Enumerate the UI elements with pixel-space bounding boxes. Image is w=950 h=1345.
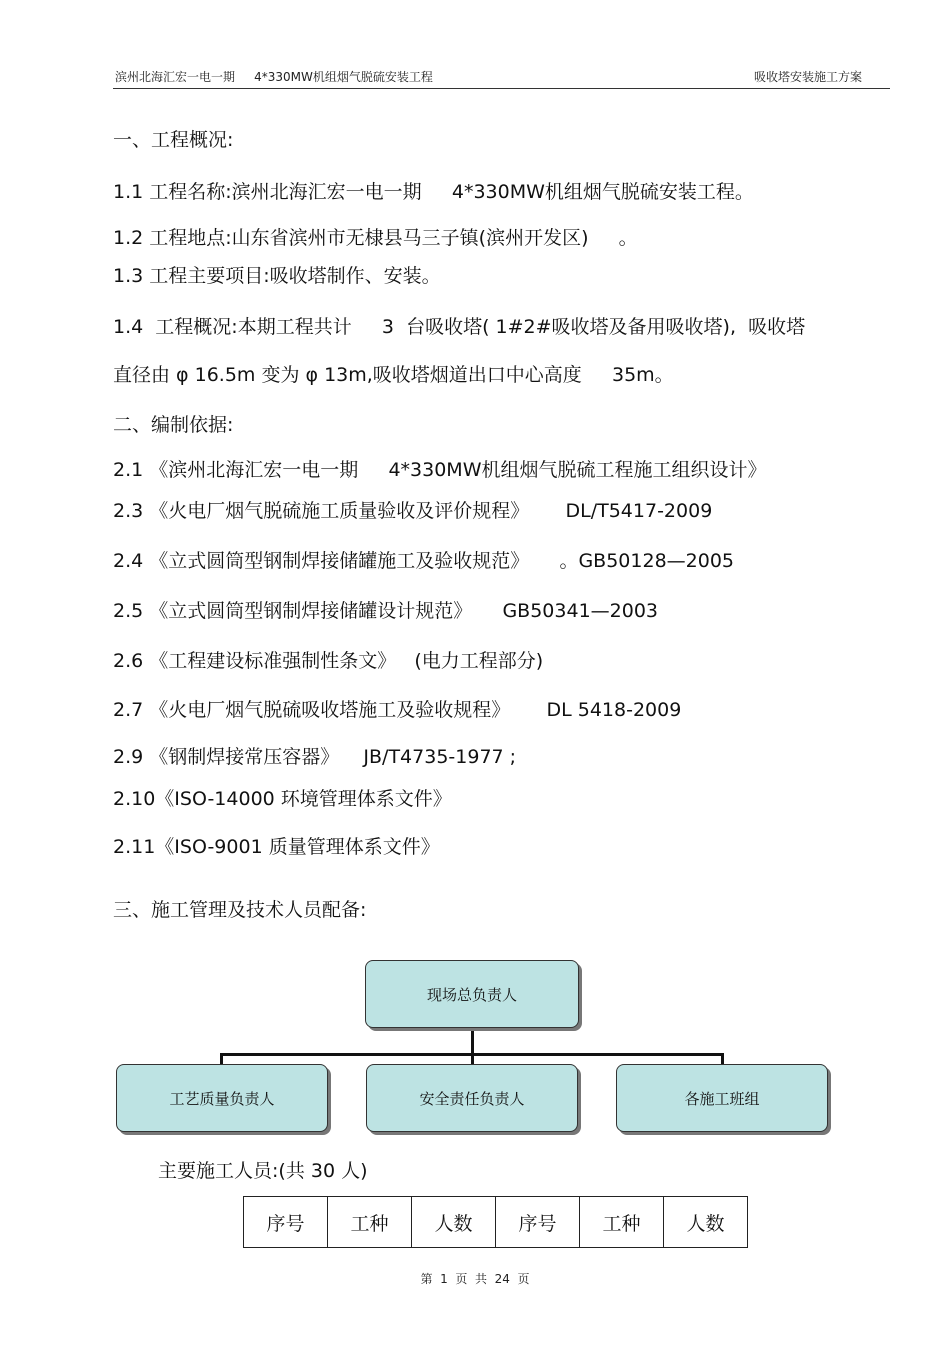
item-2-5: 2.5 《立式圆筒型钢制焊接储罐设计规范》 GB50341—2003 xyxy=(113,600,659,622)
item-2-1: 2.1 《滨州北海汇宏一电一期 4*330MW机组烟气脱硫工程施工组织设计》 xyxy=(113,459,767,481)
col-seq: 序号 xyxy=(244,1197,328,1248)
item-1-4: 1.4 工程概况:本期工程共计 3 台吸收塔( 1#2#吸收塔及备用吸收塔), 吸收塔 xyxy=(113,316,806,338)
item-2-9: 2.9 《钢制焊接常压容器》 JB/T4735-1977 ; xyxy=(113,746,517,768)
item-2-7: 2.7 《火电厂烟气脱硫吸收塔施工及验收规程》 DL 5418-2009 xyxy=(113,699,682,721)
item-2-6: 2.6 《工程建设标准强制性条文》 (电力工程部分) xyxy=(113,650,544,672)
item-1-1: 1.1 工程名称:滨州北海汇宏一电一期 4*330MW机组烟气脱硫安装工程。 xyxy=(113,181,754,203)
org-box-safety-lead: 安全责任负责人 xyxy=(366,1064,578,1132)
item-2-11: 2.11《ISO-9001 质量管理体系文件》 xyxy=(113,836,440,858)
col-count-2: 人数 xyxy=(664,1197,748,1248)
col-seq-2: 序号 xyxy=(496,1197,580,1248)
org-box-construction-teams: 各施工班组 xyxy=(616,1064,828,1132)
section-1-heading: 一、工程概况: xyxy=(113,129,234,151)
org-connector-top xyxy=(471,1028,474,1056)
item-1-4-cont: 直径由 φ 16.5m 变为 φ 13m,吸收塔烟道出口中心高度 35m。 xyxy=(113,364,674,386)
item-2-3: 2.3 《火电厂烟气脱硫施工质量验收及评价规程》 DL/T5417-2009 xyxy=(113,500,713,522)
header-left: 滨州北海汇宏一电一期 4*330MW机组烟气脱硫安装工程 xyxy=(115,70,433,84)
item-1-2: 1.2 工程地点:山东省滨州市无棣县马三子镇(滨州开发区) 。 xyxy=(113,227,638,249)
header-right: 吸收塔安装施工方案 xyxy=(754,70,863,84)
item-1-3: 1.3 工程主要项目:吸收塔制作、安装。 xyxy=(113,265,441,287)
table-header-row xyxy=(244,1197,748,1248)
section-2-heading: 二、编制依据: xyxy=(113,414,234,436)
staff-table xyxy=(243,1196,748,1248)
page-footer: 第 1 页 共 24 页 xyxy=(420,1272,530,1286)
col-trade: 工种 xyxy=(328,1197,412,1248)
org-box-quality-lead: 工艺质量负责人 xyxy=(116,1064,328,1132)
section-3-heading: 三、施工管理及技术人员配备: xyxy=(113,899,367,921)
org-box-site-manager: 现场总负责人 xyxy=(365,960,579,1028)
col-count: 人数 xyxy=(412,1197,496,1248)
item-2-10: 2.10《ISO-14000 环境管理体系文件》 xyxy=(113,788,452,810)
col-trade-2: 工种 xyxy=(580,1197,664,1248)
item-2-4: 2.4 《立式圆筒型钢制焊接储罐施工及验收规范》 。GB50128—2005 xyxy=(113,550,735,572)
staff-title: 主要施工人员:(共 30 人) xyxy=(158,1160,368,1182)
